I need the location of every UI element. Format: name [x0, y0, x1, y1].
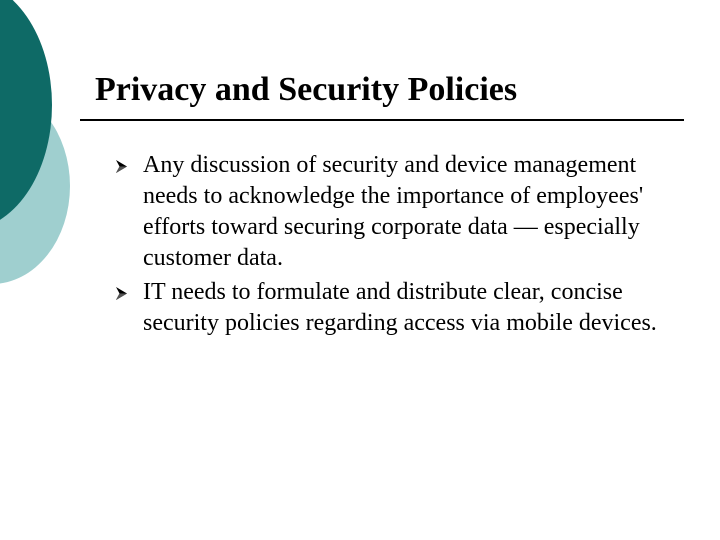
bullet-text-2: IT needs to formulate and distribute clear, concise security policies regarding access via mobile devices. — [143, 279, 657, 336]
bullet-item-1 — [112, 150, 692, 274]
bullet-text-1: Any discussion of security and device management needs to acknowledge the importance of employees' efforts toward securing corporate data — especially customer data. — [143, 152, 644, 271]
title-underline-rule — [80, 119, 684, 121]
bullet-list — [112, 150, 692, 342]
bullet-item-2 — [112, 277, 692, 339]
arrowhead-bullet-icon — [115, 160, 128, 173]
arrowhead-bullet-icon — [115, 287, 128, 300]
slide-title: Privacy and Security Policies — [95, 71, 518, 108]
